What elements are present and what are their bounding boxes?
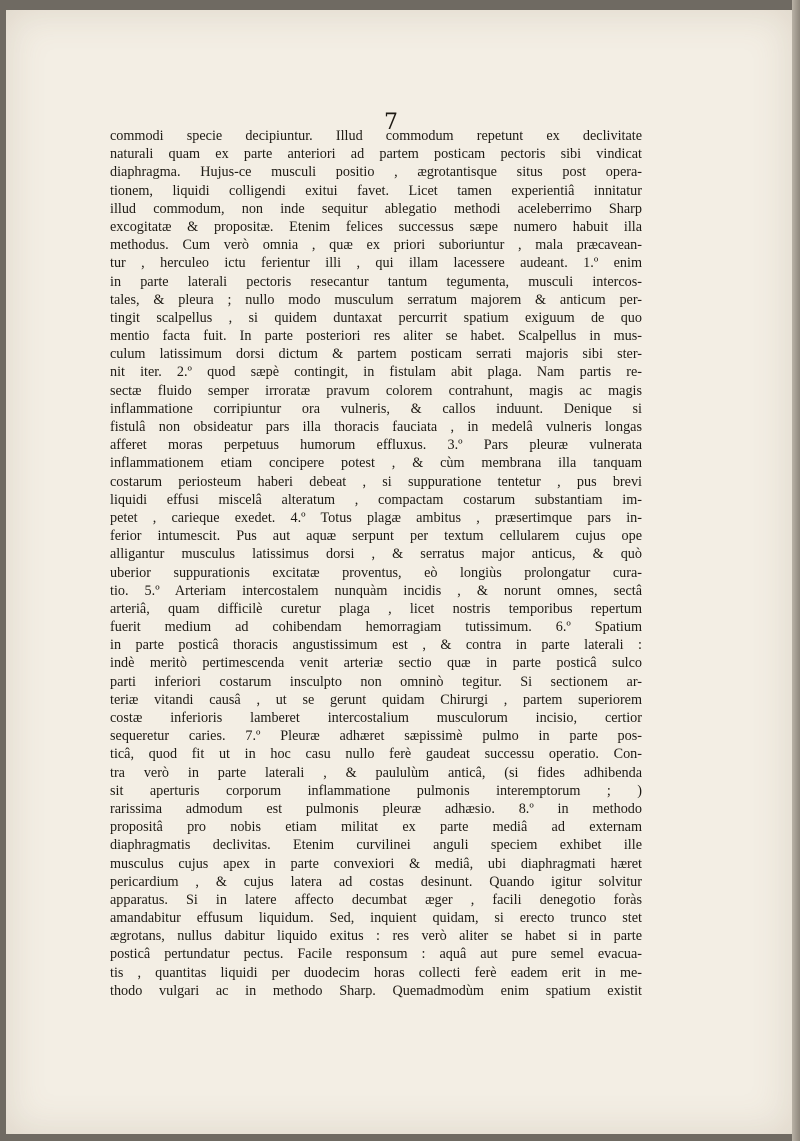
text-line: inflammatione corripiuntur ora vulneris, & callos induunt. Denique si bbox=[110, 400, 642, 417]
text-line: thodo vulgari ac in methodo Sharp. Quemadmodùm enim spatium existit bbox=[110, 982, 642, 999]
text-line: tis , quantitas liquidi per duodecim horas collecti ferè eadem erit in me- bbox=[110, 964, 642, 981]
text-line: afferet moras perpetuus humorum effluxus. 3.º Pars pleuræ vulnerata bbox=[110, 437, 642, 454]
text-line: teriæ vitandi causâ , ut se gerunt quidam Chirurgi , partem superiorem bbox=[110, 691, 642, 708]
text-line: alligantur musculus latissimus dorsi , & serratus major anticus, & quò bbox=[110, 546, 642, 563]
text-line: musculus cujus apex in parte convexiori & mediâ, ubi diaphragmati hæret bbox=[110, 855, 642, 872]
text-line: tingit scalpellus , si quidem duntaxat percurrit spatium exiguum de quo bbox=[110, 309, 642, 326]
text-line: ægrotans, nullus dabitur liquido exitus : res verò aliter se habet si in parte bbox=[110, 928, 642, 945]
text-line: sit aperturis corporum inflammatione pulmonis interemptorum ; ) bbox=[110, 782, 642, 799]
text-line: amandabitur effusum liquidum. Sed, inquient quidam, si erecto trunco stet bbox=[110, 910, 642, 927]
text-line: tra verò in parte laterali , & paululùm anticâ, (si fides adhibenda bbox=[110, 764, 642, 781]
page-number: 7 bbox=[384, 110, 398, 135]
text-line: ferior intumescit. Pus aut aquæ serpunt per textum cellularem cujus ope bbox=[110, 528, 642, 545]
body-text bbox=[110, 127, 642, 1000]
text-line: apparatus. Si in latere affecto decumbat æger , facili denegotio foràs bbox=[110, 891, 642, 908]
text-line: nit iter. 2.º quod sæpè contingit, in fistulam abit plaga. Nam partis re- bbox=[110, 364, 642, 381]
text-line: posticâ pertundatur pectus. Facile responsum : aquâ aut pure semel evacua- bbox=[110, 946, 642, 963]
text-line: diaphragma. Hujus-ce musculi positio , ægrotantisque situs post opera- bbox=[110, 164, 642, 181]
text-line: liquidi effusi miscelâ alteratum , compactam costarum substantiam im- bbox=[110, 491, 642, 508]
text-line: propositâ pro nobis etiam militat ex parte mediâ ad externam bbox=[110, 819, 642, 836]
text-line: tio. 5.º Arteriam intercostalem nunquàm incidis , & norunt omnes, sectâ bbox=[110, 582, 642, 599]
text-line: tur , herculeo ictu ferientur illi , qui illam lacessere audeant. 1.º enim bbox=[110, 255, 642, 272]
text-line: commodi specie decipiuntur. Illud commodum repetunt ex declivitate bbox=[110, 128, 642, 144]
text-line: sectæ fluido semper irroratæ pravum colorem contrahunt, magis ac magis bbox=[110, 382, 642, 399]
book-page bbox=[6, 10, 792, 1134]
text-line: uberior suppurationis excitatæ proventus, eò longiùs prolongatur cura- bbox=[110, 564, 642, 581]
text-line: naturali quam ex parte anteriori ad partem posticam pectoris sibi vindicat bbox=[110, 146, 642, 163]
text-line: excogitatæ & propositæ. Etenim felices successus sæpe numero habuit illa bbox=[110, 218, 642, 235]
text-line: tionem, liquidi colligendi exitui favet. Licet tamen experientiâ innitatur bbox=[110, 182, 642, 199]
text-line: rarissima admodum est pulmonis pleuræ adhæsio. 8.º in methodo bbox=[110, 800, 642, 817]
text-line: petet , carieque exedet. 4.º Totus plagæ ambitus , præsertimque pars in- bbox=[110, 509, 642, 526]
text-line: in parte laterali pectoris resecantur tantum tegumenta, musculi intercos- bbox=[110, 273, 642, 290]
text-line: indè meritò pertimescenda venit arteriæ sectio quæ in parte posticâ sulco bbox=[110, 655, 642, 672]
text-line: pericardium , & cujus latera ad costas desinunt. Quando igitur solvitur bbox=[110, 873, 642, 890]
text-line: methodus. Cum verò omnia , quæ ex priori suboriuntur , mala præcavean- bbox=[110, 237, 642, 254]
text-line: tales, & pleura ; nullo modo musculum serratum majorem & anticum per- bbox=[110, 291, 642, 308]
text-line: mentio facta fuit. In parte posteriori res aliter se habet. Scalpellus in mus- bbox=[110, 328, 642, 345]
text-line: diaphragmatis declivitas. Etenim curvilinei anguli speciem exhibet ille bbox=[110, 837, 642, 854]
text-line: in parte posticâ thoracis angustissimum est , & contra in parte laterali : bbox=[110, 637, 642, 654]
text-line: sequeretur caries. 7.º Pleuræ adhæret sæpissimè pulmo in parte pos- bbox=[110, 728, 642, 745]
text-line: illud commodum, non inde sequitur ablegatio methodi aceleberrimo Sharp bbox=[110, 200, 642, 217]
text-line: parti inferiori costarum insculpto non omninò tegitur. Si sectionem ar- bbox=[110, 673, 642, 690]
text-line: ticâ, quod fit ut in hoc casu nullo ferè gaudeat successu operatio. Con- bbox=[110, 746, 642, 763]
text-line: arteriâ, quam difficilè curetur plaga , licet nostris temporibus repertum bbox=[110, 600, 642, 617]
text-line: culum latissimum dorsi dictum & partem posticam serrati majoris sibi ster- bbox=[110, 346, 642, 363]
text-line: inflammationem etiam concipere potest , & cùm membrana illa tanquam bbox=[110, 455, 642, 472]
text-line: costæ inferioris lamberet intercostalium musculorum incisio, certior bbox=[110, 710, 642, 726]
book-page-edge bbox=[792, 0, 800, 1141]
text-line: fistulâ non obsideatur pars illa thoracis fauciata , in medelâ vulneris longas bbox=[110, 419, 642, 435]
text-line: costarum periosteum haberi debeat , si suppuratione tentetur , pus brevi bbox=[110, 473, 642, 490]
text-line: fuerit medium ad cohibendam hemorragiam tutissimum. 6.º Spatium bbox=[110, 619, 642, 636]
